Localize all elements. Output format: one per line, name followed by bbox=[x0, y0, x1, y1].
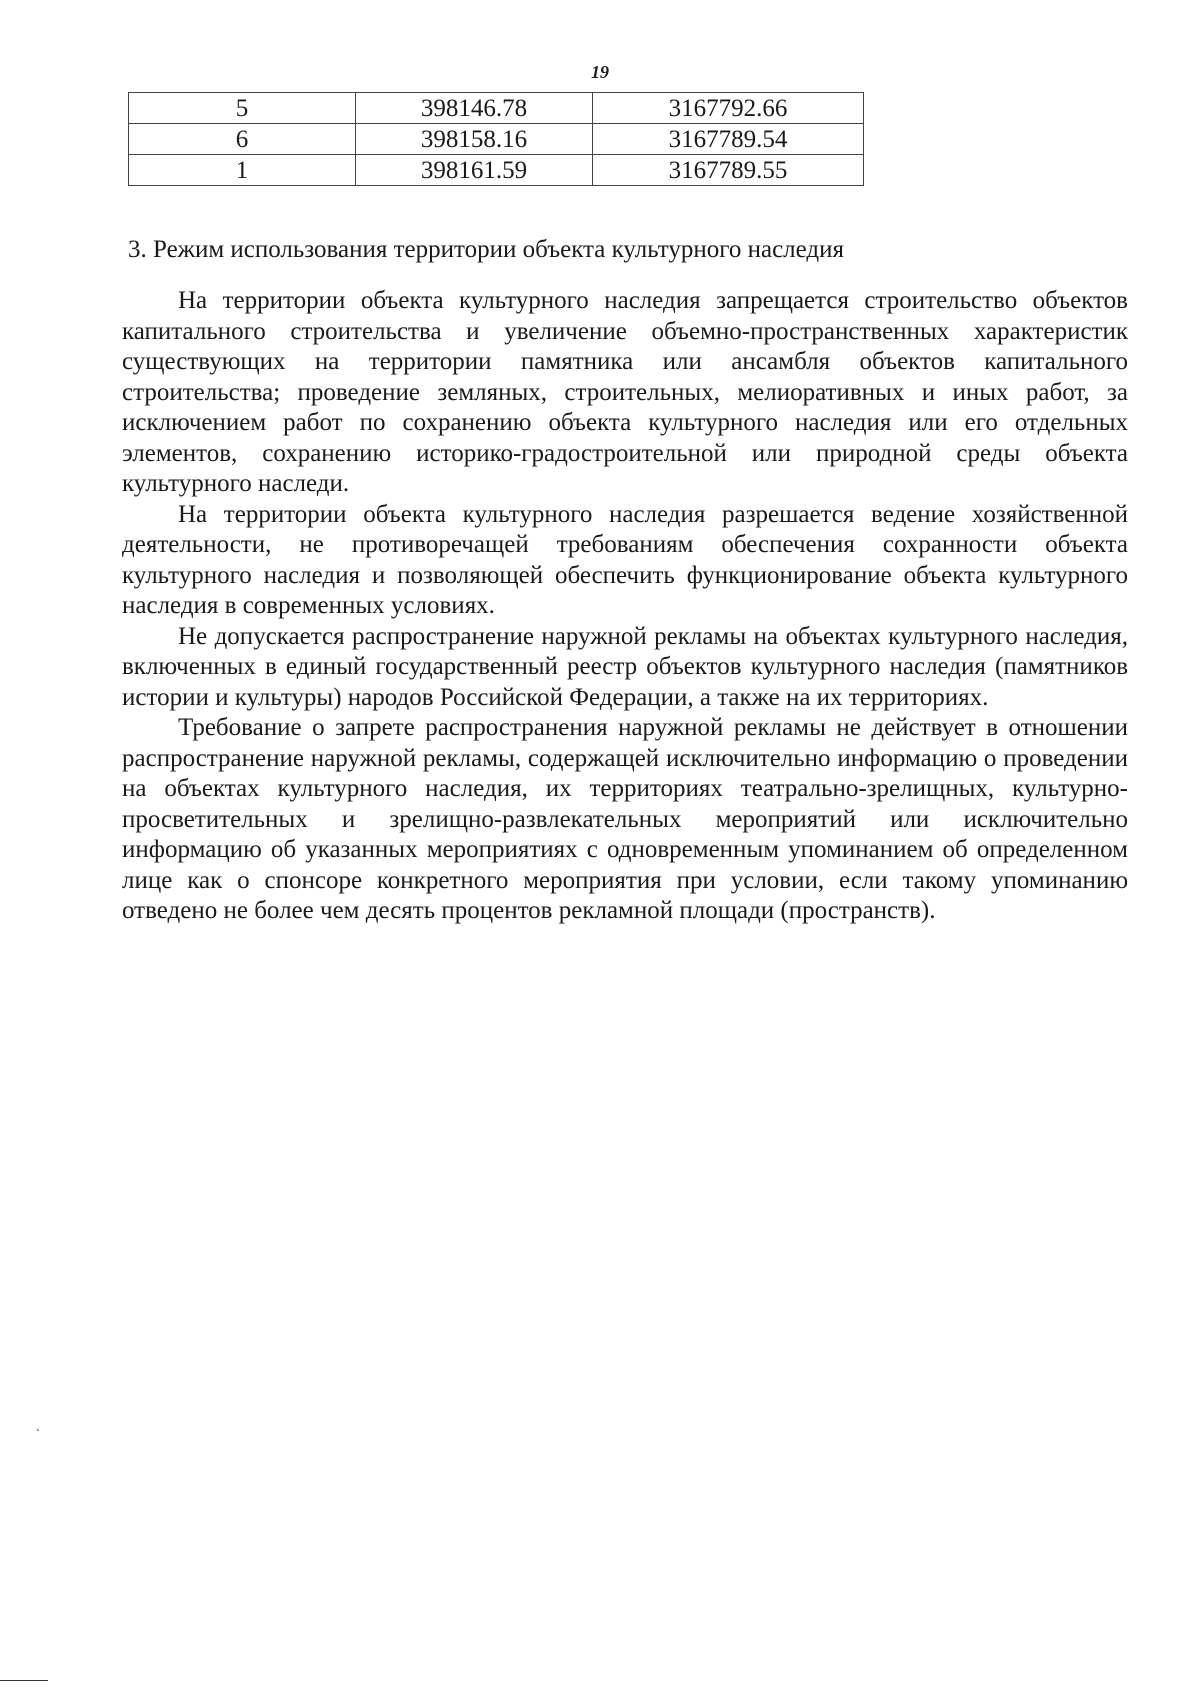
section-heading: 3. Режим использования территории объекта культурного наследия bbox=[128, 236, 845, 263]
point-number-cell: 5 bbox=[129, 93, 356, 124]
page-number: 19 bbox=[591, 62, 609, 82]
margin-mark: ‘ bbox=[36, 1425, 40, 1439]
x-coordinate-cell: 398161.59 bbox=[356, 155, 593, 186]
y-coordinate-cell: 3167789.55 bbox=[593, 155, 864, 186]
paragraph-advertising-exception: Требование о запрете распространения наружной рекламы не действует в отношении распространение наружной рекламы, содержащей исключительно информацию о проведении на объектах культурного наследия, их территориях театрально-зрелищных, культурно-просветительных и зрелищно-развлекательных мероприятий или исключительно информацию об указанных мероприятиях с одновременным упоминанием об определенном лице как о спонсоре конкретного мероприятия при условии, если такому упоминанию отведено не более чем десять процентов рекламной площади (пространств). bbox=[122, 714, 1128, 924]
y-coordinate-cell: 3167789.54 bbox=[593, 124, 864, 155]
section-body bbox=[122, 286, 1128, 927]
table-row bbox=[129, 93, 864, 124]
coordinates-table bbox=[128, 92, 864, 186]
bottom-rule bbox=[0, 1680, 48, 1681]
table-row bbox=[129, 155, 864, 186]
x-coordinate-cell: 398158.16 bbox=[356, 124, 593, 155]
table-row bbox=[129, 124, 864, 155]
y-coordinate-cell: 3167792.66 bbox=[593, 93, 864, 124]
x-coordinate-cell: 398146.78 bbox=[356, 93, 593, 124]
paragraph-advertising-ban: Не допускается распространение наружной рекламы на объектах культурного наследия, включенных в единый государственный реестр объектов культурного наследия (памятников истории и культуры) народов Российской Федерации, а также на их территориях. bbox=[122, 622, 1128, 711]
paragraph-construction-ban: На территории объекта культурного наследия запрещается строительство объектов капитального строительства и увеличение объемно-пространственных характеристик существующих на территории памятника или ансамбля объектов капитального строительства; проведение земляных, строительных, мелиоративных и иных работ, за исключением работ по сохранению объекта культурного наследия или его отдельных элементов, сохранению историко-градостроительной или природной среды объекта культурного наследи. bbox=[122, 287, 1128, 497]
point-number-cell: 6 bbox=[129, 124, 356, 155]
point-number-cell: 1 bbox=[129, 155, 356, 186]
paragraph-permitted-activity: На территории объекта культурного наследия разрешается ведение хозяйственной деятельности, не противоречащей требованиям обеспечения сохранности объекта культурного наследия и позволяющей обеспечить функционирование объекта культурного наследия в современных условиях. bbox=[122, 500, 1128, 619]
